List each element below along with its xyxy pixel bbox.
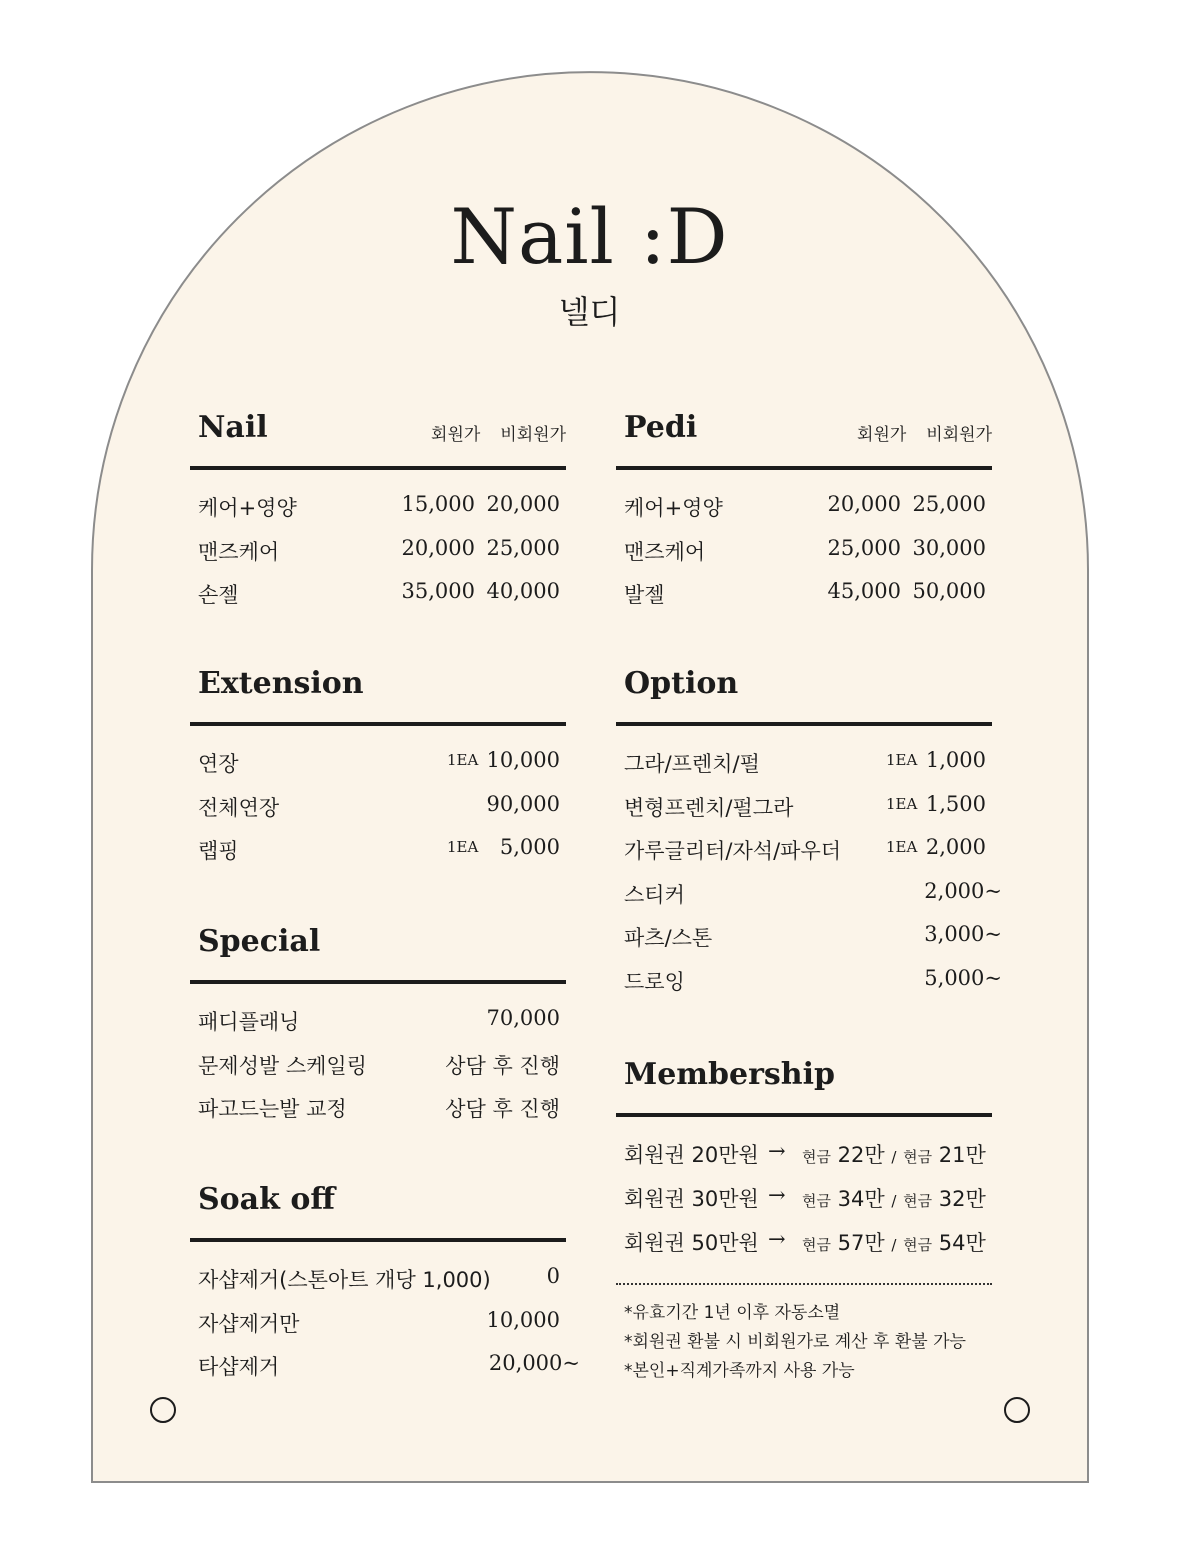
item-price: 20,000~ [488, 1351, 580, 1375]
nonmember-price: 25,000 [486, 535, 560, 560]
item-name: 스티커 [624, 882, 685, 907]
item-price: 상담 후 진행 [445, 1097, 560, 1121]
item-name: 손젤 [198, 583, 239, 607]
price-row [190, 748, 566, 792]
section-rule [190, 722, 566, 726]
item-price: 3,000~ [924, 922, 1002, 946]
unit-label: 1EA [886, 794, 918, 813]
membership-name: 회원권 30만원 [624, 1187, 759, 1211]
cash-prices: 현금 34만 / 현금 32만 [802, 1187, 986, 1211]
nonmember-price: 50,000 [912, 579, 986, 603]
nonmember-price: 40,000 [486, 579, 560, 603]
section-rule [190, 980, 566, 984]
item-name: 문제성발 스케일링 [198, 1053, 367, 1078]
item-price: 10,000 [486, 1307, 560, 1332]
item-name: 자샵제거만 [198, 1311, 300, 1336]
membership-section [616, 1057, 992, 1386]
special-section [190, 924, 566, 1137]
membership-row [616, 1227, 992, 1271]
item-price: 70,000 [486, 1006, 560, 1030]
price-row [616, 792, 992, 836]
item-price: 2,000~ [924, 878, 1002, 903]
item-name: 가루글리터/자석/파우더 [624, 839, 842, 863]
section-title: Option [624, 666, 739, 701]
item-price: 1,000 [925, 748, 986, 772]
membership-row [616, 1183, 992, 1227]
section-rule [190, 1238, 566, 1242]
member-price-header: 회원가 [431, 425, 481, 445]
price-row [616, 492, 992, 536]
membership-name: 회원권 20만원 [624, 1143, 759, 1167]
price-row [190, 1351, 580, 1395]
cash-prices: 현금 22만 / 현금 21만 [802, 1143, 986, 1167]
item-name: 발젤 [624, 583, 665, 607]
price-row [190, 792, 566, 836]
item-name: 자샵제거(스톤아트 개당 1,000) [198, 1268, 491, 1292]
nonmember-price-header: 비회원가 [500, 425, 566, 445]
section-title: Soak off [198, 1182, 335, 1217]
price-row [616, 835, 992, 879]
unit-label: 1EA [447, 751, 479, 769]
price-column-headers [857, 420, 992, 445]
extension-section [190, 666, 566, 879]
arrow-icon: → [768, 1227, 786, 1251]
nail-section [190, 410, 566, 623]
nonmember-price-header: 비회원가 [926, 425, 992, 445]
dotted-divider [616, 1283, 992, 1285]
membership-row [616, 1139, 992, 1183]
note-line: *본인+직계가족까지 사용 가능 [624, 1361, 855, 1381]
section-rule [616, 466, 992, 470]
section-title: Extension [198, 666, 364, 701]
item-name: 연장 [198, 752, 239, 776]
nonmember-price: 30,000 [912, 535, 986, 560]
note-line: *회원권 환불 시 비회원가로 계산 후 환불 가능 [624, 1332, 966, 1352]
price-row [190, 1308, 566, 1352]
item-name: 패디플래닝 [198, 1010, 300, 1034]
section-rule [616, 1113, 992, 1117]
item-price: 2,000 [925, 835, 986, 859]
item-price: 5,000 [499, 835, 560, 859]
item-price: 상담 후 진행 [445, 1053, 560, 1078]
item-name: 그라/프렌치/펄 [624, 752, 760, 776]
item-price: 0 [546, 1264, 560, 1288]
price-row [616, 922, 1002, 966]
membership-name: 회원권 50만원 [624, 1231, 759, 1255]
price-row [190, 1006, 566, 1050]
member-price: 15,000 [401, 492, 475, 516]
item-price: 10,000 [486, 748, 560, 772]
price-row [190, 536, 566, 580]
section-title: Special [198, 924, 321, 959]
item-name: 타샵제거 [198, 1355, 280, 1379]
unit-label: 1EA [886, 751, 918, 769]
cash-prices: 현금 57만 / 현금 54만 [802, 1231, 986, 1255]
item-price: 1,500 [925, 791, 986, 816]
item-name: 파츠/스톤 [624, 926, 713, 950]
item-price: 5,000~ [924, 965, 1002, 990]
item-name: 전체연장 [198, 795, 280, 820]
membership-notes [616, 1299, 992, 1386]
pedi-section [616, 410, 992, 623]
price-row [616, 579, 992, 623]
arrow-icon: → [768, 1139, 786, 1163]
unit-label: 1EA [886, 838, 918, 856]
price-row [616, 536, 992, 580]
price-row [190, 579, 566, 623]
price-row [190, 492, 566, 536]
unit-label: 1EA [447, 838, 479, 856]
item-name: 드로잉 [624, 969, 685, 994]
price-row [190, 1050, 566, 1094]
section-title: Nail [198, 410, 268, 445]
note-line: *유효기간 1년 이후 자동소멸 [624, 1303, 841, 1323]
nonmember-price: 25,000 [912, 492, 986, 516]
price-row [190, 835, 566, 879]
section-title: Pedi [624, 410, 698, 445]
member-price: 20,000 [827, 492, 901, 516]
section-rule [616, 722, 992, 726]
item-name: 맨즈케어 [624, 539, 706, 564]
member-price: 20,000 [401, 535, 475, 560]
nonmember-price: 20,000 [486, 492, 560, 516]
price-row [616, 878, 1002, 923]
shop-title: Nail :D [450, 192, 729, 281]
item-name: 맨즈케어 [198, 539, 280, 564]
arrow-icon: → [768, 1183, 786, 1207]
item-name: 파고드는발 교정 [198, 1097, 347, 1121]
member-price: 35,000 [401, 579, 475, 603]
shop-subtitle: 넬디 [558, 293, 621, 331]
section-rule [190, 466, 566, 470]
price-row [190, 1264, 566, 1308]
price-row [616, 965, 1002, 1010]
item-name: 변형프렌치/펄그라 [624, 795, 794, 820]
item-name: 케어+영양 [624, 496, 723, 520]
section-title: Membership [624, 1057, 835, 1092]
soak-off-section [190, 1182, 580, 1395]
member-price: 25,000 [827, 535, 901, 560]
member-price: 45,000 [827, 579, 901, 603]
price-column-headers [431, 420, 566, 445]
price-row [190, 1093, 566, 1137]
member-price-header: 회원가 [857, 425, 907, 445]
item-price: 90,000 [486, 791, 560, 816]
option-section [616, 666, 1002, 1009]
price-row [616, 748, 992, 792]
item-name: 랩핑 [198, 839, 239, 863]
item-name: 케어+영양 [198, 496, 297, 520]
